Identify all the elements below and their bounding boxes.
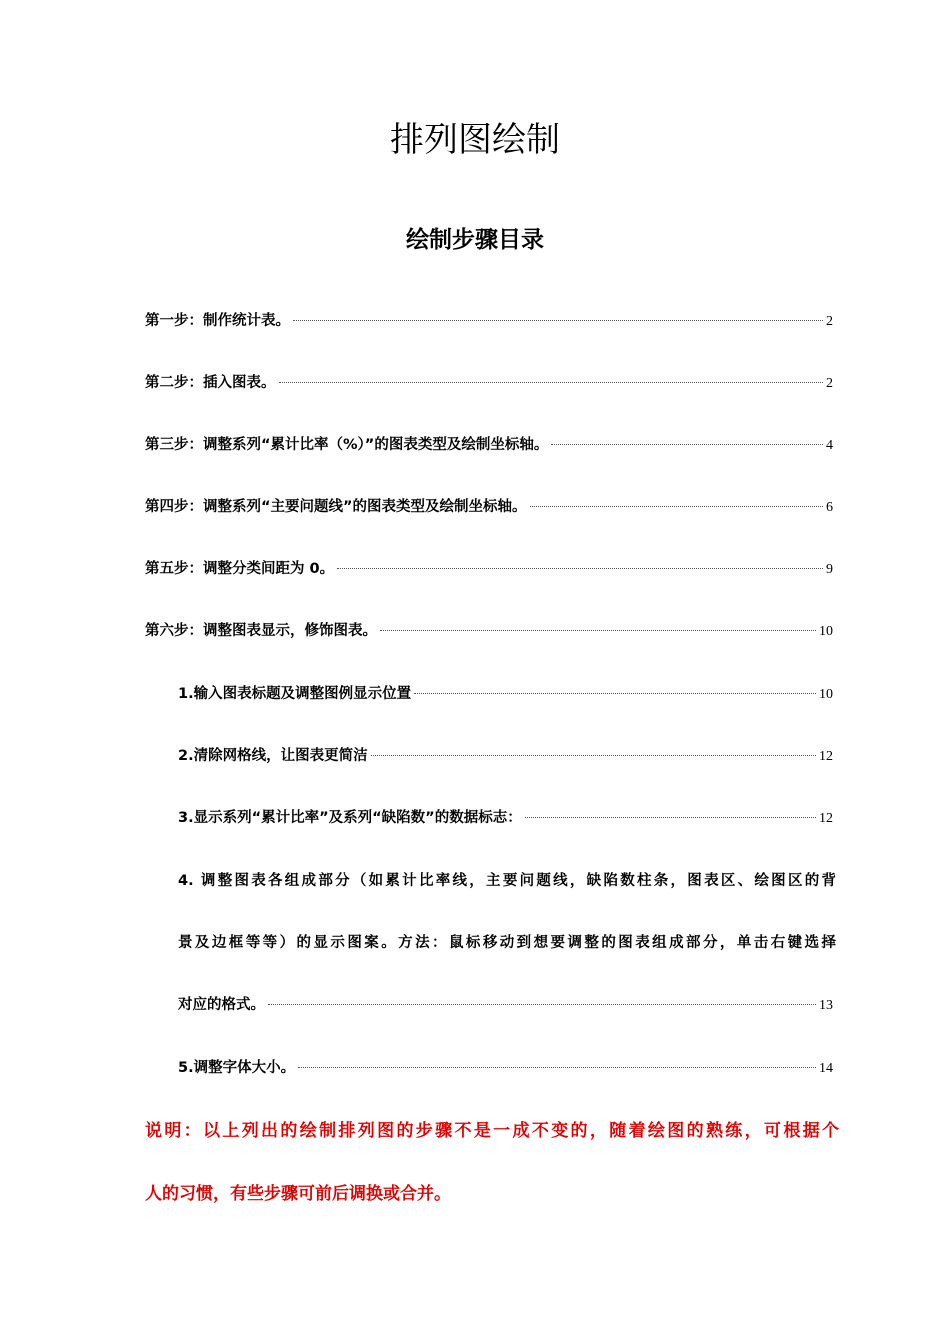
toc-subentry-3[interactable] [178,807,833,829]
toc-leader-dots [268,1003,816,1005]
toc-page-number: 10 [819,687,833,702]
toc-entry-label: 第二步：插入图表。 [145,375,276,391]
note-line2: 人的习惯，有些步骤可前后调换或合并。 [145,1184,451,1204]
toc-subentry-4[interactable] [178,994,833,1016]
toc-entry-label: 第一步：制作统计表。 [145,313,290,329]
toc-entry-step6[interactable] [145,620,833,642]
toc-subentry-4-line1[interactable]: 4. 调整图表各组成部分（如累计比率线，主要问题线，缺陷数柱条，图表区、绘图区的背 [178,873,836,889]
toc-leader-dots [371,754,816,756]
toc-subentry-label: 3.显示系列“累计比率”及系列“缺陷数”的数据标志： [178,810,522,826]
toc-leader-dots [525,816,816,818]
toc-subentry-label: 1.输入图表标题及调整图例显示位置 [178,686,412,702]
toc-entry-step3[interactable] [145,434,833,456]
toc-leader-dots [414,692,816,694]
toc-page-number: 2 [826,376,833,391]
toc-entry-step2[interactable] [145,372,833,394]
toc-page-number: 14 [819,1061,833,1076]
toc-subentry-1[interactable] [178,683,833,705]
toc-entry-step1[interactable] [145,310,833,332]
toc-entry-step4[interactable] [145,496,833,518]
toc-leader-dots [298,1066,816,1068]
toc-heading: 绘制步骤目录 [406,227,544,253]
toc-subentry-5[interactable] [178,1057,833,1079]
toc-leader-dots [293,319,823,321]
toc-page-number: 9 [826,562,833,577]
toc-leader-dots [551,443,823,445]
toc-subentry-label: 2.清除网格线，让图表更简洁 [178,748,368,764]
toc-page-number: 6 [826,500,833,515]
toc-leader-dots [380,629,816,631]
toc-page-number: 12 [819,749,833,764]
toc-entry-label: 第六步：调整图表显示，修饰图表。 [145,623,377,639]
toc-leader-dots [337,567,823,569]
toc-leader-dots [279,381,824,383]
toc-subentry-label: 5.调整字体大小。 [178,1060,296,1076]
toc-subentry-4-line2[interactable]: 景及边框等等）的显示图案。方法：鼠标移动到想要调整的图表组成部分，单击右键选择 [178,935,836,951]
toc-entry-label: 第四步：调整系列“主要问题线”的图表类型及绘制坐标轴。 [145,499,527,515]
document-title: 排列图绘制 [390,120,560,160]
toc-leader-dots [530,505,823,507]
toc-page-number: 10 [819,624,833,639]
toc-page-number: 2 [826,314,833,329]
toc-page-number: 13 [819,998,833,1013]
toc-entry-label: 第三步：调整系列“累计比率（%）”的图表类型及绘制坐标轴。 [145,437,549,453]
toc-page-number: 4 [826,438,833,453]
toc-entry-step5[interactable] [145,558,833,580]
toc-subentry-2[interactable] [178,745,833,767]
note-line1: 说明：以上列出的绘制排列图的步骤不是一成不变的，随着绘图的熟练，可根据个 [145,1121,839,1141]
toc-subentry-label: 对应的格式。 [178,997,265,1013]
toc-page-number: 12 [819,811,833,826]
toc-entry-label: 第五步：调整分类间距为 0。 [145,561,335,577]
